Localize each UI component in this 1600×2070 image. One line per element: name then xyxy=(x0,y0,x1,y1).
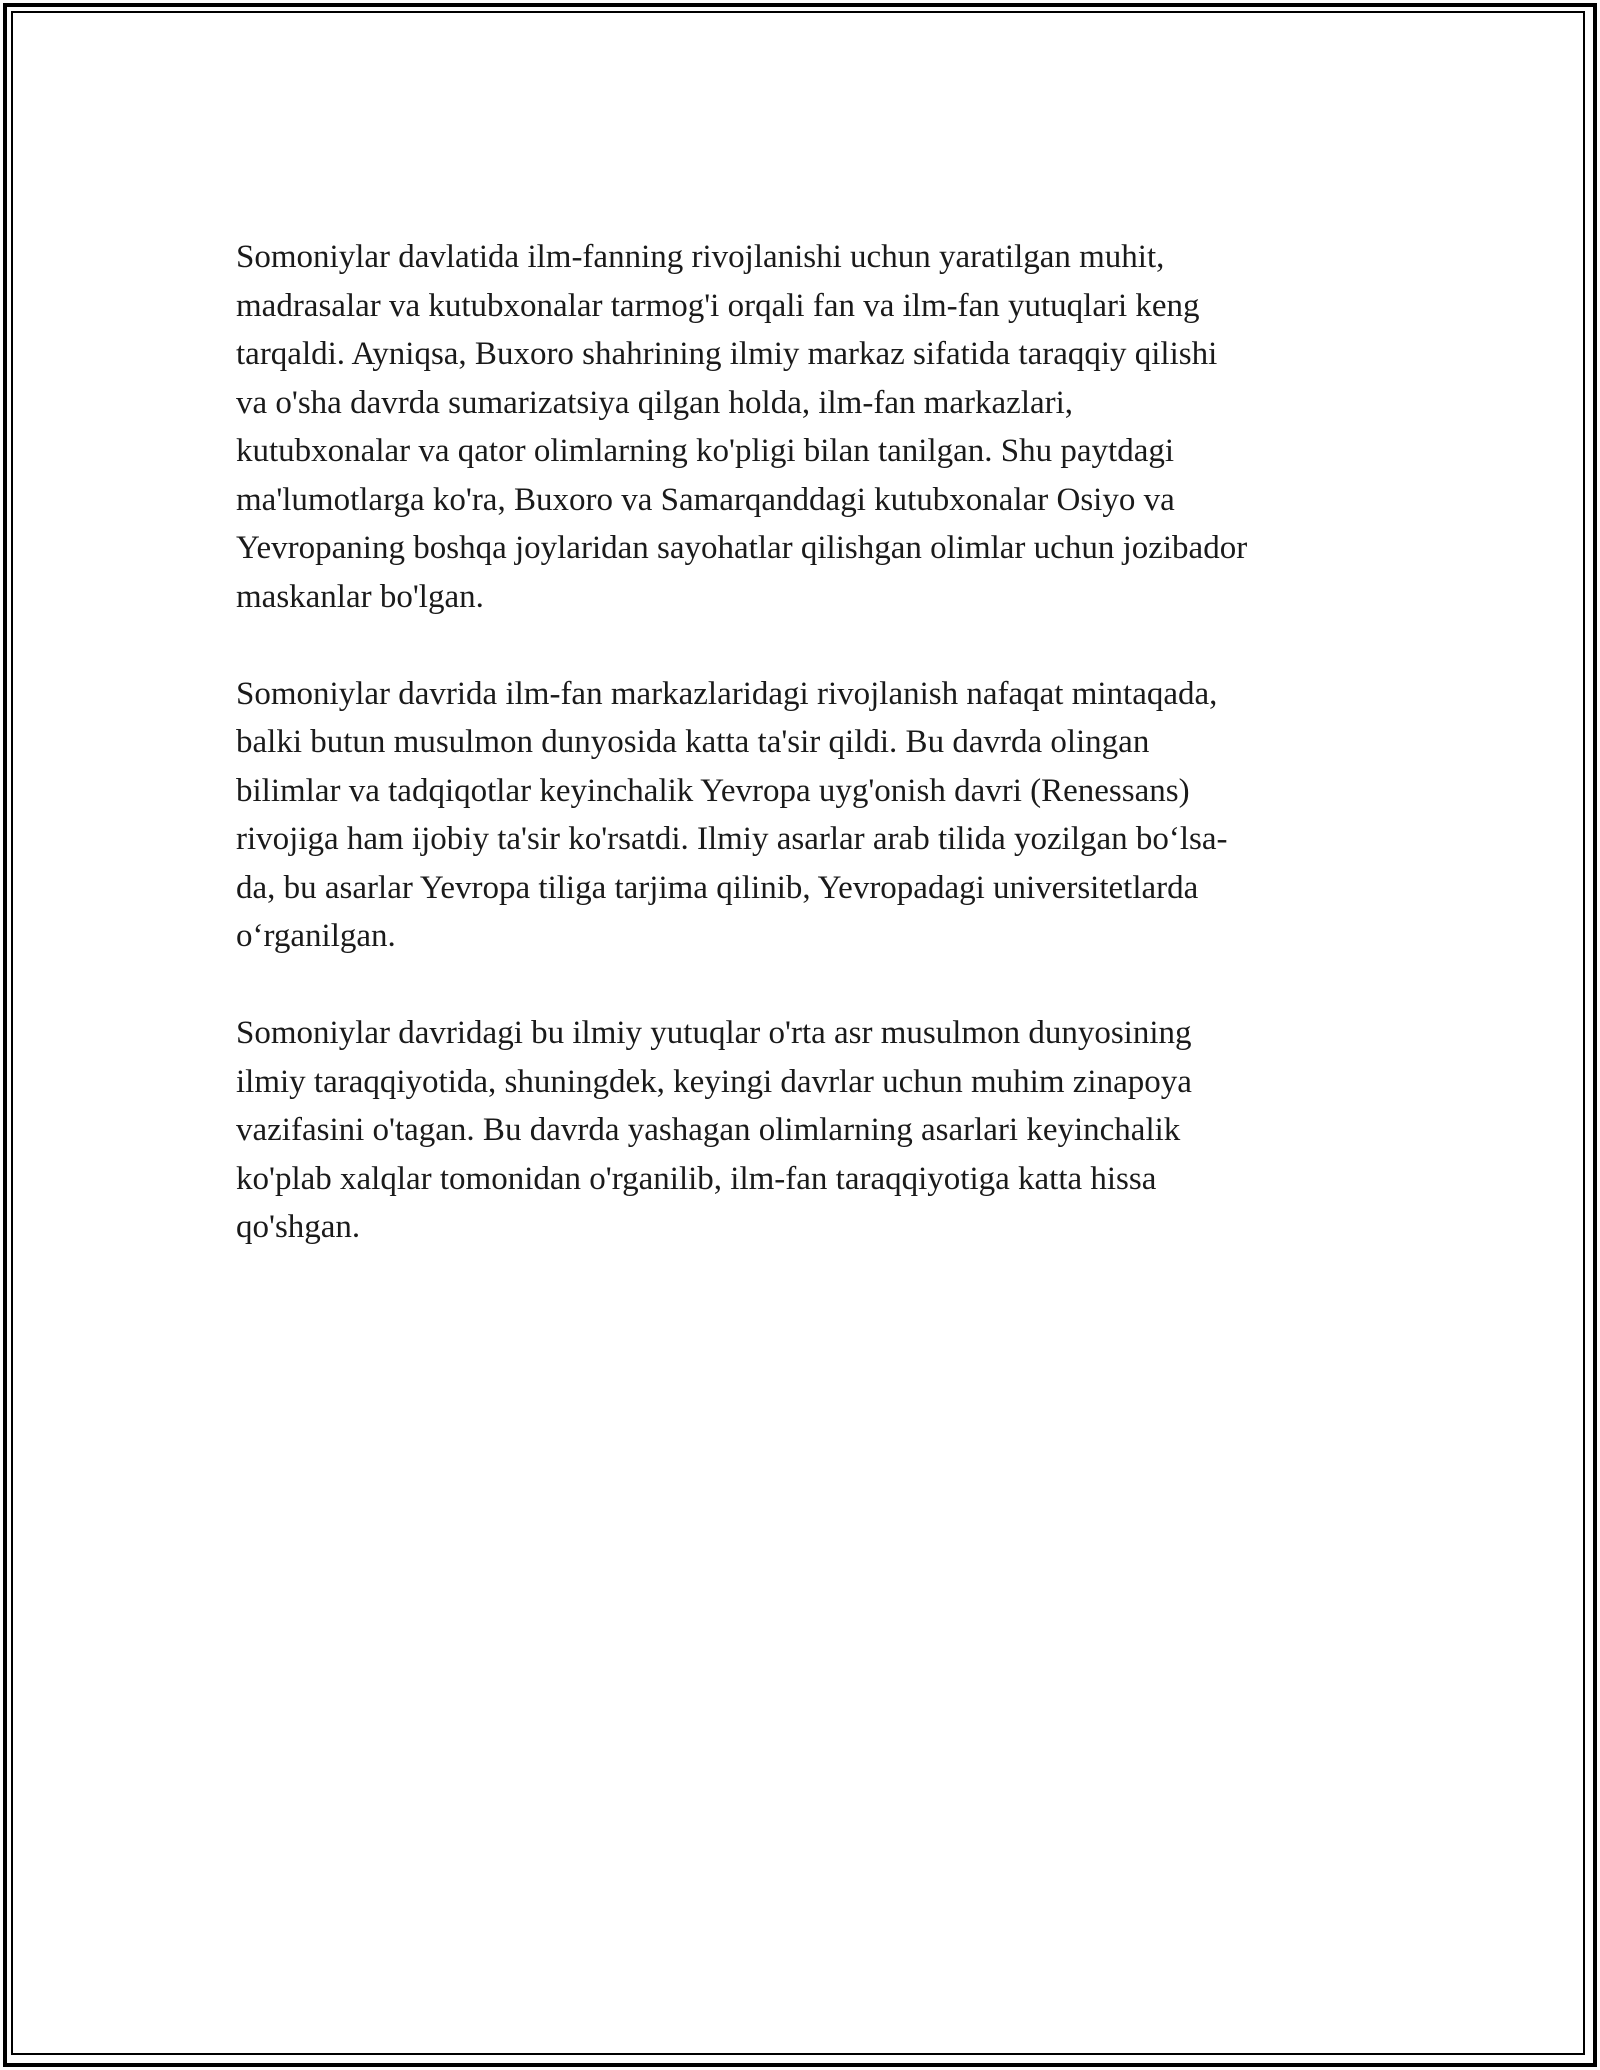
paragraph-2: Somoniylar davrida ilm-fan markazlaridagi rivojlanish nafaqat mintaqada, balki butun musulmon dunyosida katta ta'sir qildi. Bu davrda olingan bilimlar va tadqiqotlar keyinchalik Yevropa uyg'onish davri (Renessans) rivojiga ham ijobiy ta'sir ko'rsatdi. Ilmiy asarlar arab tilida yozilgan bo‘lsa- da, bu asarlar Yevropa tiliga tarjima qilinib, Yevropadagi universitetlarda o‘rganilgan. xyxy=(236,675,1228,954)
paragraph-3: Somoniylar davridagi bu ilmiy yutuqlar o'rta asr musulmon dunyosining ilmiy taraqqiyotida, shuningdek, keyingi davrlar uchun muhim zinapoya vazifasini o'tagan. Bu davrda yashagan olimlarning asarlari keyinchalik ko'plab xalqlar tomonidan o'rganilib, ilm-fan taraqqiyotiga katta hissa qo'shgan. xyxy=(236,1015,1192,1245)
document-body xyxy=(236,233,1386,1300)
paragraph-1: Somoniylar davlatida ilm-fanning rivojlanishi uchun yaratilgan muhit, madrasalar va kutubxonalar tarmog'i orqali fan va ilm-fan yutuqlari keng tarqaldi. Ayniqsa, Buxoro shahrining ilmiy markaz sifatida taraqqiy qilishi va o'sha davrda sumarizatsiya qilgan holda, ilm-fan markazlari, kutubxonalar va qator olimlarning ko'pligi bilan tanilgan. Shu paytdagi ma'lumotlarga ko'ra, Buxoro va Samarqanddagi kutubxonalar Osiyo va Yevropaning boshqa joylaridan sayohatlar qilishgan olimlar uchun jozibador maskanlar bo'lgan. xyxy=(236,239,1248,615)
